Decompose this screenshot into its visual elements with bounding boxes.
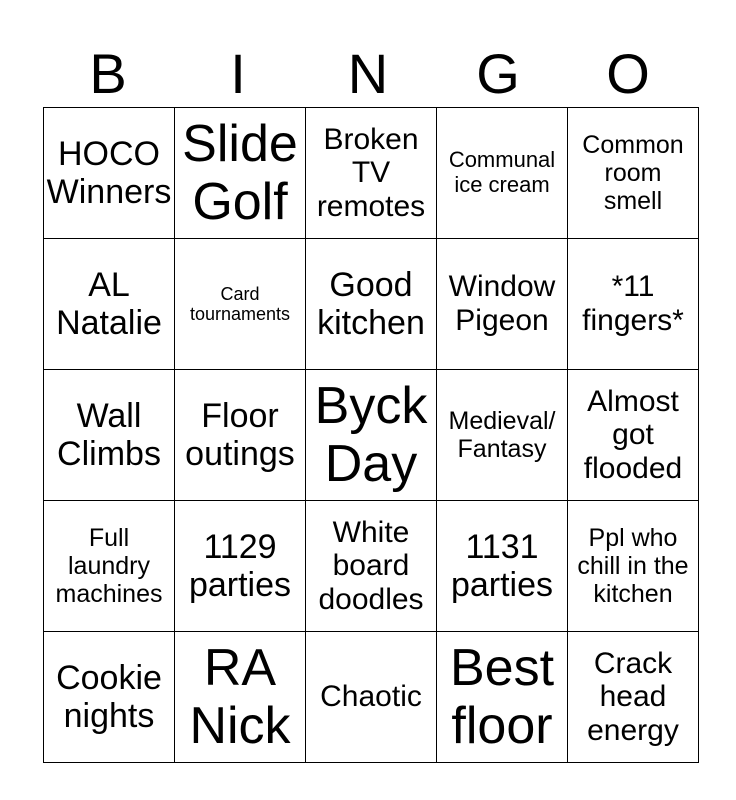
cell-text: parties — [450, 566, 554, 604]
board-row — [44, 108, 699, 239]
cell-text: Climbs — [57, 435, 161, 473]
bingo-cell[interactable] — [437, 501, 568, 632]
cell-text: Winners — [46, 173, 172, 211]
bingo-cell[interactable] — [44, 239, 175, 370]
cell-text: Ppl who — [588, 524, 678, 552]
cell-text: doodles — [318, 582, 424, 616]
bingo-cell[interactable] — [175, 108, 306, 239]
header-letter-g: G — [476, 42, 520, 105]
board-row — [44, 370, 699, 501]
bingo-cell[interactable] — [306, 370, 437, 501]
board-row — [44, 239, 699, 370]
cell-text: Common — [582, 131, 684, 159]
bingo-cell[interactable] — [437, 632, 568, 763]
cell-text: laundry — [68, 552, 150, 580]
cell-text: energy — [587, 713, 679, 747]
cell-text: Slide — [182, 114, 298, 173]
cell-text: Wall — [76, 396, 142, 435]
bingo-cell[interactable] — [306, 501, 437, 632]
cell-text: 1129 — [203, 527, 277, 566]
header-letter-i: I — [230, 42, 246, 105]
bingo-cell[interactable] — [568, 239, 699, 370]
header-letter-o: O — [606, 42, 650, 105]
cell-text: Almost — [587, 384, 679, 418]
cell-text: remotes — [316, 189, 426, 223]
bingo-cell[interactable] — [175, 632, 306, 763]
bingo-cell[interactable] — [437, 239, 568, 370]
bingo-cell[interactable] — [44, 501, 175, 632]
cell-text: Card — [220, 283, 260, 304]
cell-text: Golf — [192, 173, 288, 231]
bingo-cell[interactable] — [175, 239, 306, 370]
cell-text: tournaments — [189, 304, 291, 324]
bingo-cell[interactable] — [306, 632, 437, 763]
cell-text: TV — [351, 156, 391, 190]
cell-text: nights — [63, 697, 155, 735]
cell-text: Natalie — [56, 304, 162, 342]
bingo-board — [43, 107, 699, 763]
cell-text: *11 — [611, 270, 655, 304]
bingo-cell[interactable] — [437, 108, 568, 239]
header-letter-b: B — [89, 42, 127, 105]
cell-text: Full — [88, 524, 130, 552]
bingo-header — [43, 40, 693, 108]
bingo-cell[interactable] — [306, 239, 437, 370]
cell-text: fingers* — [582, 304, 684, 337]
cell-text: Chaotic — [320, 680, 422, 714]
cell-text: Pigeon — [455, 304, 549, 337]
cell-text: floor — [451, 697, 553, 755]
cell-text: Nick — [189, 697, 291, 755]
cell-text: 1131 — [465, 527, 539, 566]
cell-text: White — [332, 515, 410, 549]
cell-text: Cookie — [56, 658, 162, 697]
cell-text: Best — [449, 638, 555, 697]
header-letter-n: N — [347, 42, 389, 105]
cell-text: kitchen — [317, 304, 425, 342]
cell-text: parties — [188, 566, 292, 604]
bingo-cell[interactable] — [568, 370, 699, 501]
cell-text: RA — [203, 638, 277, 697]
cell-text: Fantasy — [457, 435, 547, 463]
bingo-cell[interactable] — [568, 501, 699, 632]
cell-text: chill in the — [577, 552, 689, 580]
cell-text: machines — [55, 580, 163, 608]
cell-text: Medieval/ — [448, 407, 556, 435]
bingo-cell[interactable] — [437, 370, 568, 501]
bingo-cell[interactable] — [175, 501, 306, 632]
cell-text: outings — [185, 435, 295, 473]
bingo-cell[interactable] — [568, 108, 699, 239]
cell-text: Floor — [201, 396, 279, 435]
bingo-cell[interactable] — [568, 632, 699, 763]
bingo-cell[interactable] — [306, 108, 437, 239]
bingo-cell[interactable] — [44, 370, 175, 501]
bingo-cell[interactable] — [175, 370, 306, 501]
cell-text: head — [599, 680, 667, 714]
cell-text: board — [332, 549, 410, 583]
cell-text: got — [612, 418, 654, 452]
bingo-cell[interactable] — [44, 632, 175, 763]
cell-text: flooded — [583, 451, 683, 485]
board-row — [44, 501, 699, 632]
board-row — [44, 632, 699, 763]
cell-text: smell — [603, 187, 663, 215]
cell-text: Broken — [323, 122, 419, 156]
cell-text: Day — [324, 435, 418, 493]
cell-text: AL — [88, 265, 130, 304]
cell-text: Good — [329, 265, 413, 304]
cell-text: ice cream — [454, 172, 550, 197]
cell-text: Communal — [448, 147, 556, 173]
cell-text: room — [604, 159, 662, 187]
cell-text: Byck — [314, 376, 428, 435]
cell-text: HOCO — [58, 134, 160, 173]
cell-text: Window — [448, 270, 556, 304]
cell-text: kitchen — [593, 580, 673, 608]
bingo-cell[interactable] — [44, 108, 175, 239]
cell-text: Crack — [593, 646, 673, 680]
